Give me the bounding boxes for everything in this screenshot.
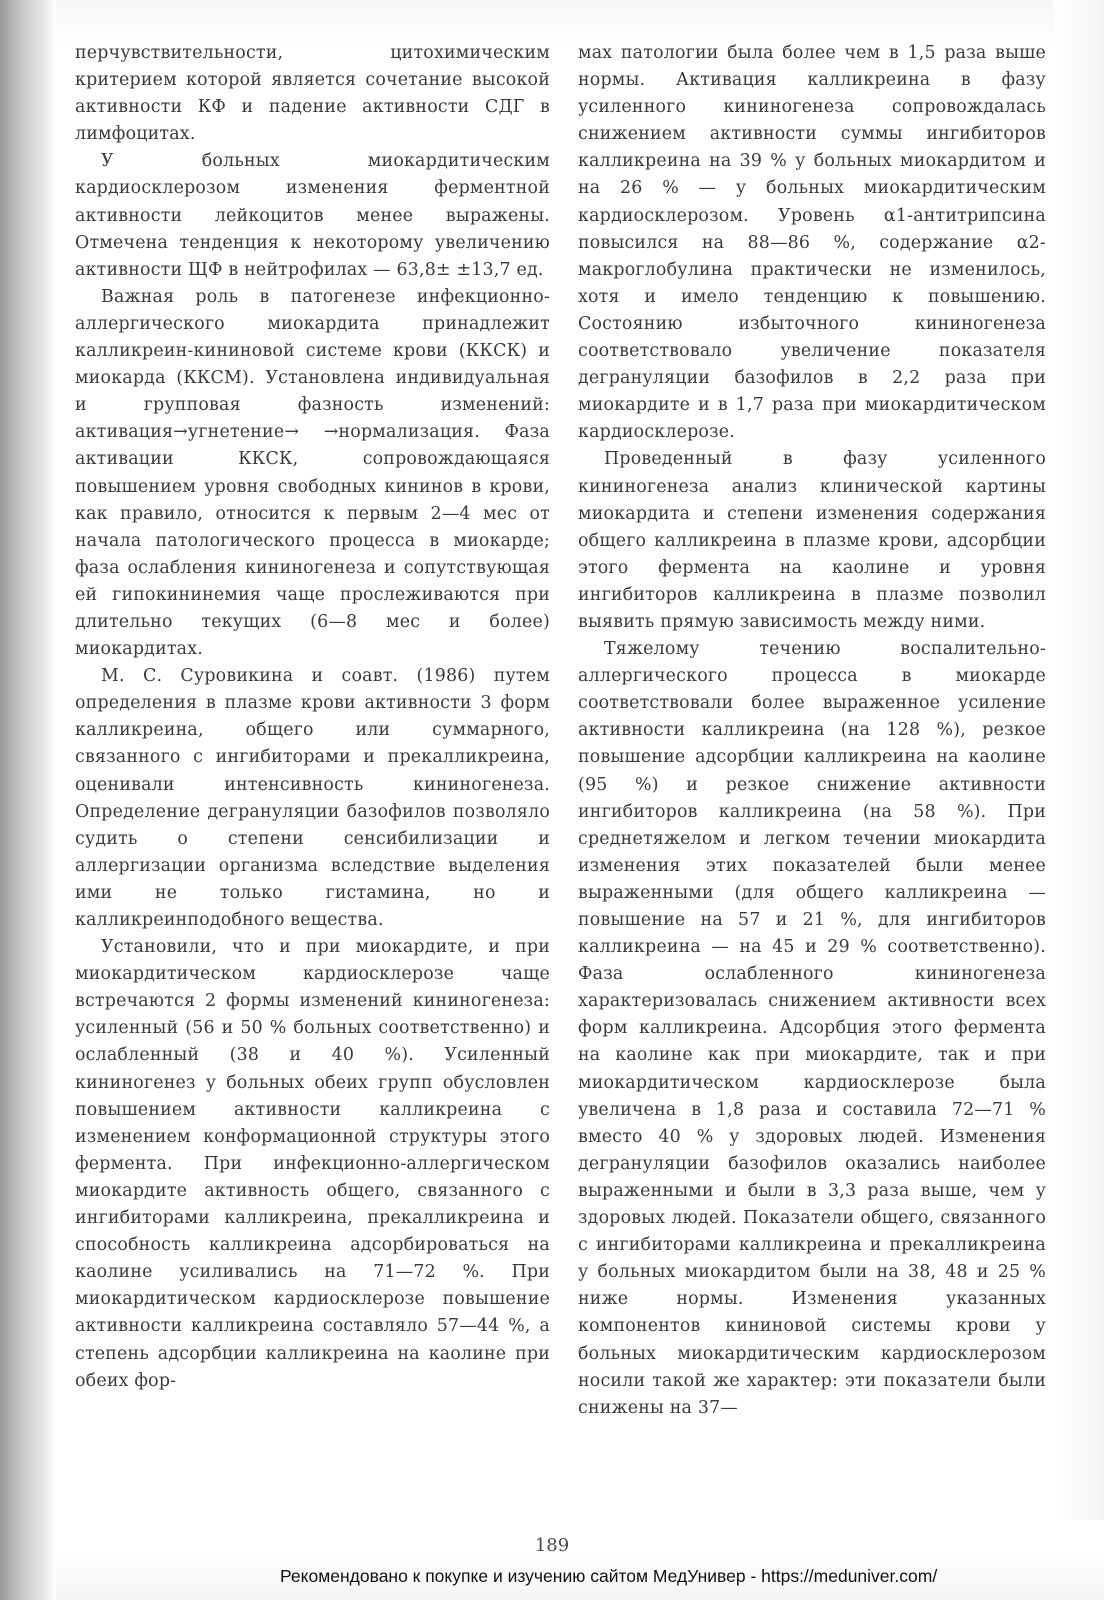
footer-link-text[interactable]: Рекомендовано к покупке и изучению сайтом МедУнивер - https://meduniver.com/ xyxy=(280,1566,938,1586)
paragraph: Тяжелому течению воспалительно-аллергического процесса в миокарде соответствовали более выраженное усиление активности калликреина (на 128 %), резкое повышение адсорбции калликреина на каолине (95 %) и резкое снижение активности ингибиторов калликреина (на 58 %). При среднетяжелом и легком течении миокардита изменения этих показателей были менее выраженными (для общего калликреина — повышение на 57 и 21 %, для ингибиторов калликреина — на 45 и 29 % соответственно). Фаза ослабленного кининогенеза характеризовалась снижением активности всех форм калликреина. Адсорбция этого фермента на каолине как при миокардите, так и при миокардитическом кардиосклерозе была увеличена в 1,8 раза и составила 72—71 % вместо 40 % у здоровых людей. Изменения дегрануляции базофилов оказались наиболее выраженными и были в 3,3 раза выше, чем у здоровых людей. Показатели общего, связанного с ингибиторами калликреина и прекалликреина у больных миокардитом были на 38, 48 и 25 % ниже нормы. Изменения указанных компонентов кининовой системы крови у больных миокардитическим кардиосклерозом носили такой же характер: эти показатели были снижены на 37— xyxy=(578,639,1046,1418)
page-edge-shade xyxy=(1054,0,1104,1520)
paragraph: мах патологии была более чем в 1,5 раза выше нормы. Активация калликреина в фазу усиленного кининогенеза сопровождалась снижением активности суммы ингибиторов калликреина на 39 % у больных миокардитом и на 26 % — у больных миокардитическим кардиосклерозом. Уровень α1-антитрипсина повысился на 88—86 %, содержание α2-макроглобулина практически не изменилось, хотя и имело тенденцию к повышению. Состоянию избыточного кининогенеза соответствовало увеличение показателя дегрануляции базофилов в 2,2 раза при миокардите и в 1,7 раза при миокардитическом кардиосклерозе. xyxy=(578,43,1046,443)
paragraph: Установили, что и при миокардите, и при миокардитическом кардиосклерозе чаще встречаются 2 формы изменений кининогенеза: усиленный (56 и 50 % больных соответственно) и ослабленный (38 и 40 %). Усиленный кининогенез у больных обеих групп обусловлен повышением активности калликреина с изменением конформационной структуры этого фермента. При инфекционно-аллергическом миокардите активность общего, связанного с ингибиторами калликреина, прекалликреина и способность калликреина адсорбироваться на каолине усиливались на 71—72 %. При миокардитическом кардиосклерозе повышение активности калликреина составляло 57—44 %, а степень адсорбции калликреина на каолине при обеих фор- xyxy=(75,937,550,1391)
page-number: 189 xyxy=(534,1535,570,1556)
right-text-column xyxy=(578,40,1046,1422)
paragraph: Важная роль в патогенезе инфекционно-аллергического миокардита принадлежит калликреин-кининовой системе крови (ККСК) и миокарда (ККСМ). Установлена индивидуальная и групповая фазность изменений: активация→угнетение→ →нормализация. Фаза активации ККСК, сопровождающаяся повышением уровня свободных кининов в крови, как правило, относится к первым 2—4 мес от начала патологического процесса в миокарде; фаза ослабления кининогенеза и сопутствующая ей гипокининемия чаще прослеживаются при длительно текущих (6—8 мес и более) миокардитах. xyxy=(75,286,550,660)
paragraph: перчувствительности, цитохимическим критерием которой является сочетание высокой активности КФ и падение активности СДГ в лимфоцитах. xyxy=(75,43,550,145)
paragraph: Проведенный в фазу усиленного кининогенеза анализ клинической картины миокардита и степени изменения содержания общего калликреина в плазме крови, адсорбции этого фермента на каолине и уровня ингибиторов калликреина в плазме позволил выявить прямую зависимость между ними. xyxy=(578,449,1046,632)
paragraph: М. С. Суровикина и соавт. (1986) путем определения в плазме крови активности 3 форм калликреина, общего или суммарного, связанного с ингибиторами и прекалликреина, оценивали интенсивность кининогенеза. Определение дегрануляции базофилов позволяло судить о степени сенсибилизации и аллергизации организма вследствие выделения ими не только гистамина, но и калликреинподобного вещества. xyxy=(75,666,550,930)
page-binding-shadow xyxy=(0,0,56,1600)
paragraph: У больных миокардитическим кардиосклерозом изменения ферментной активности лейкоцитов менее выражены. Отмечена тенденция к некоторому увеличению активности ЩФ в нейтрофилах — 63,8± ±13,7 ед. xyxy=(75,151,550,280)
left-text-column xyxy=(75,40,550,1395)
